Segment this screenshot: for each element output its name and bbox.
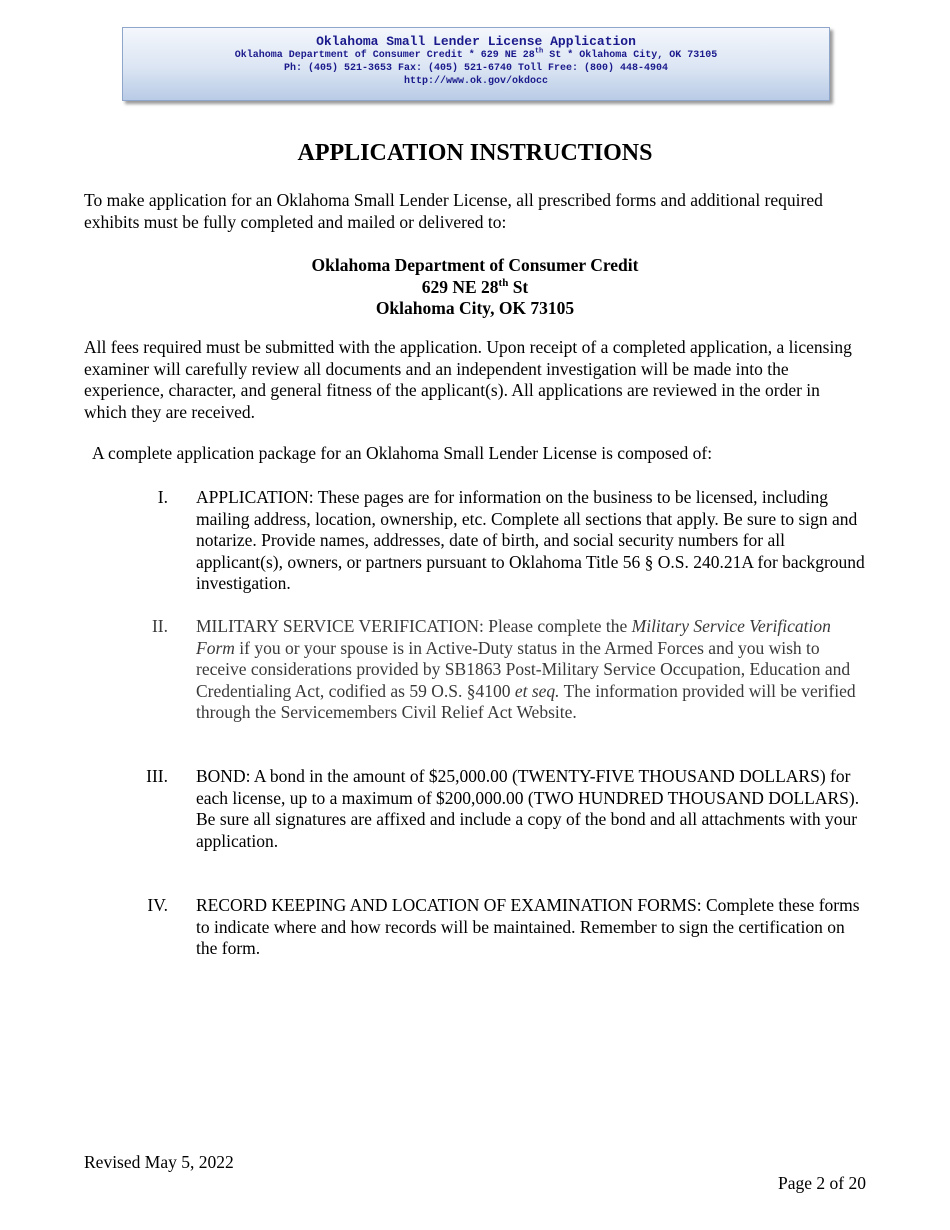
list-item-text: APPLICATION: These pages are for information on the business to be licensed, including mailing address, location, ownership, etc. Complete all sections that apply. Be sure to sign and notarize. Provide names, addresses, date of birth, and social security numbers for all applicant(s), owners, or partners pursuant to Oklahoma Title 56 § O.S. 240.21A for background investigation.: [196, 487, 865, 593]
list-item-numeral: III.: [146, 766, 168, 786]
header-dept-prefix: Oklahoma Department of Consumer Credit * 629 NE 28: [234, 50, 535, 61]
intro-paragraph: To make application for an Oklahoma Small Lender License, all prescribed forms and additional required exhibits must be fully completed and mailed or delivered to:: [84, 190, 823, 232]
header-url[interactable]: http://www.ok.gov/okdocc: [403, 76, 549, 87]
military-text-c: The information provided will be verified through the Servicemembers Civil Relief Act Website.: [196, 680, 856, 722]
address-line-3: Oklahoma City, OK 73105: [375, 298, 575, 318]
page-number: Page 2 of 20: [778, 1173, 866, 1193]
header-department-line: [123, 49, 829, 62]
revision-date: Revised May 5, 2022: [84, 1152, 234, 1172]
address-line-2-sup: th: [498, 276, 509, 289]
package-intro: A complete application package for an Oklahoma Small Lender License is composed of:: [92, 443, 713, 463]
military-text-a: MILITARY SERVICE VERIFICATION: Please complete the: [196, 616, 632, 636]
page-title: APPLICATION INSTRUCTIONS: [297, 140, 653, 166]
military-form-name: Military Service Verification Form: [196, 616, 831, 658]
mailing-address: [0, 255, 950, 320]
list-item-text: [196, 616, 870, 724]
list-item-text: BOND: A bond in the amount of $25,000.00 (TWENTY-FIVE THOUSAND DOLLARS) for each license, up to a maximum of $200,000.00 (TWO HUNDRED THOUSAND DOLLARS). Be sure all signatures are affixed and include a copy of the bond and all attachments with your application.: [196, 766, 860, 851]
header-dept-suffix: St * Oklahoma City, OK 73105: [543, 50, 718, 61]
list-item-numeral: II.: [151, 616, 168, 636]
header-banner: [122, 27, 830, 101]
header-dept-sup: th: [534, 47, 544, 56]
address-line-2: [0, 277, 950, 299]
military-et-seq: et seq.: [514, 680, 560, 701]
header-phone-line: Ph: (405) 521-3653 Fax: (405) 521-6740 Toll Free: (800) 448-4904: [283, 63, 669, 74]
military-text-b: if you or your spouse is in Active-Duty status in the Armed Forces and you wish to receive considerations provided by SB1863 Post-Military Service Occupation, Education and Credentialing Act, codified as 59 O.S. §4100: [196, 637, 851, 701]
list-item-text: RECORD KEEPING AND LOCATION OF EXAMINATION FORMS: Complete these forms to indicate where and how records will be maintained. Remember to sign the certification on the form.: [196, 895, 860, 958]
list-item-numeral: I.: [157, 487, 168, 507]
address-line-1: Oklahoma Department of Consumer Credit: [311, 255, 639, 275]
header-title: Oklahoma Small Lender License Application: [316, 34, 636, 49]
list-item-numeral: IV.: [147, 895, 168, 915]
address-line-2-suffix: St: [508, 276, 529, 297]
address-line-2-prefix: 629 NE 28: [421, 276, 499, 297]
fees-paragraph: All fees required must be submitted with the application. Upon receipt of a completed application, a licensing examiner will carefully review all documents and an independent investigation will be made into the experience, character, and general fitness of the applicant(s). All applications are reviewed in the order in which they are received.: [84, 337, 852, 422]
